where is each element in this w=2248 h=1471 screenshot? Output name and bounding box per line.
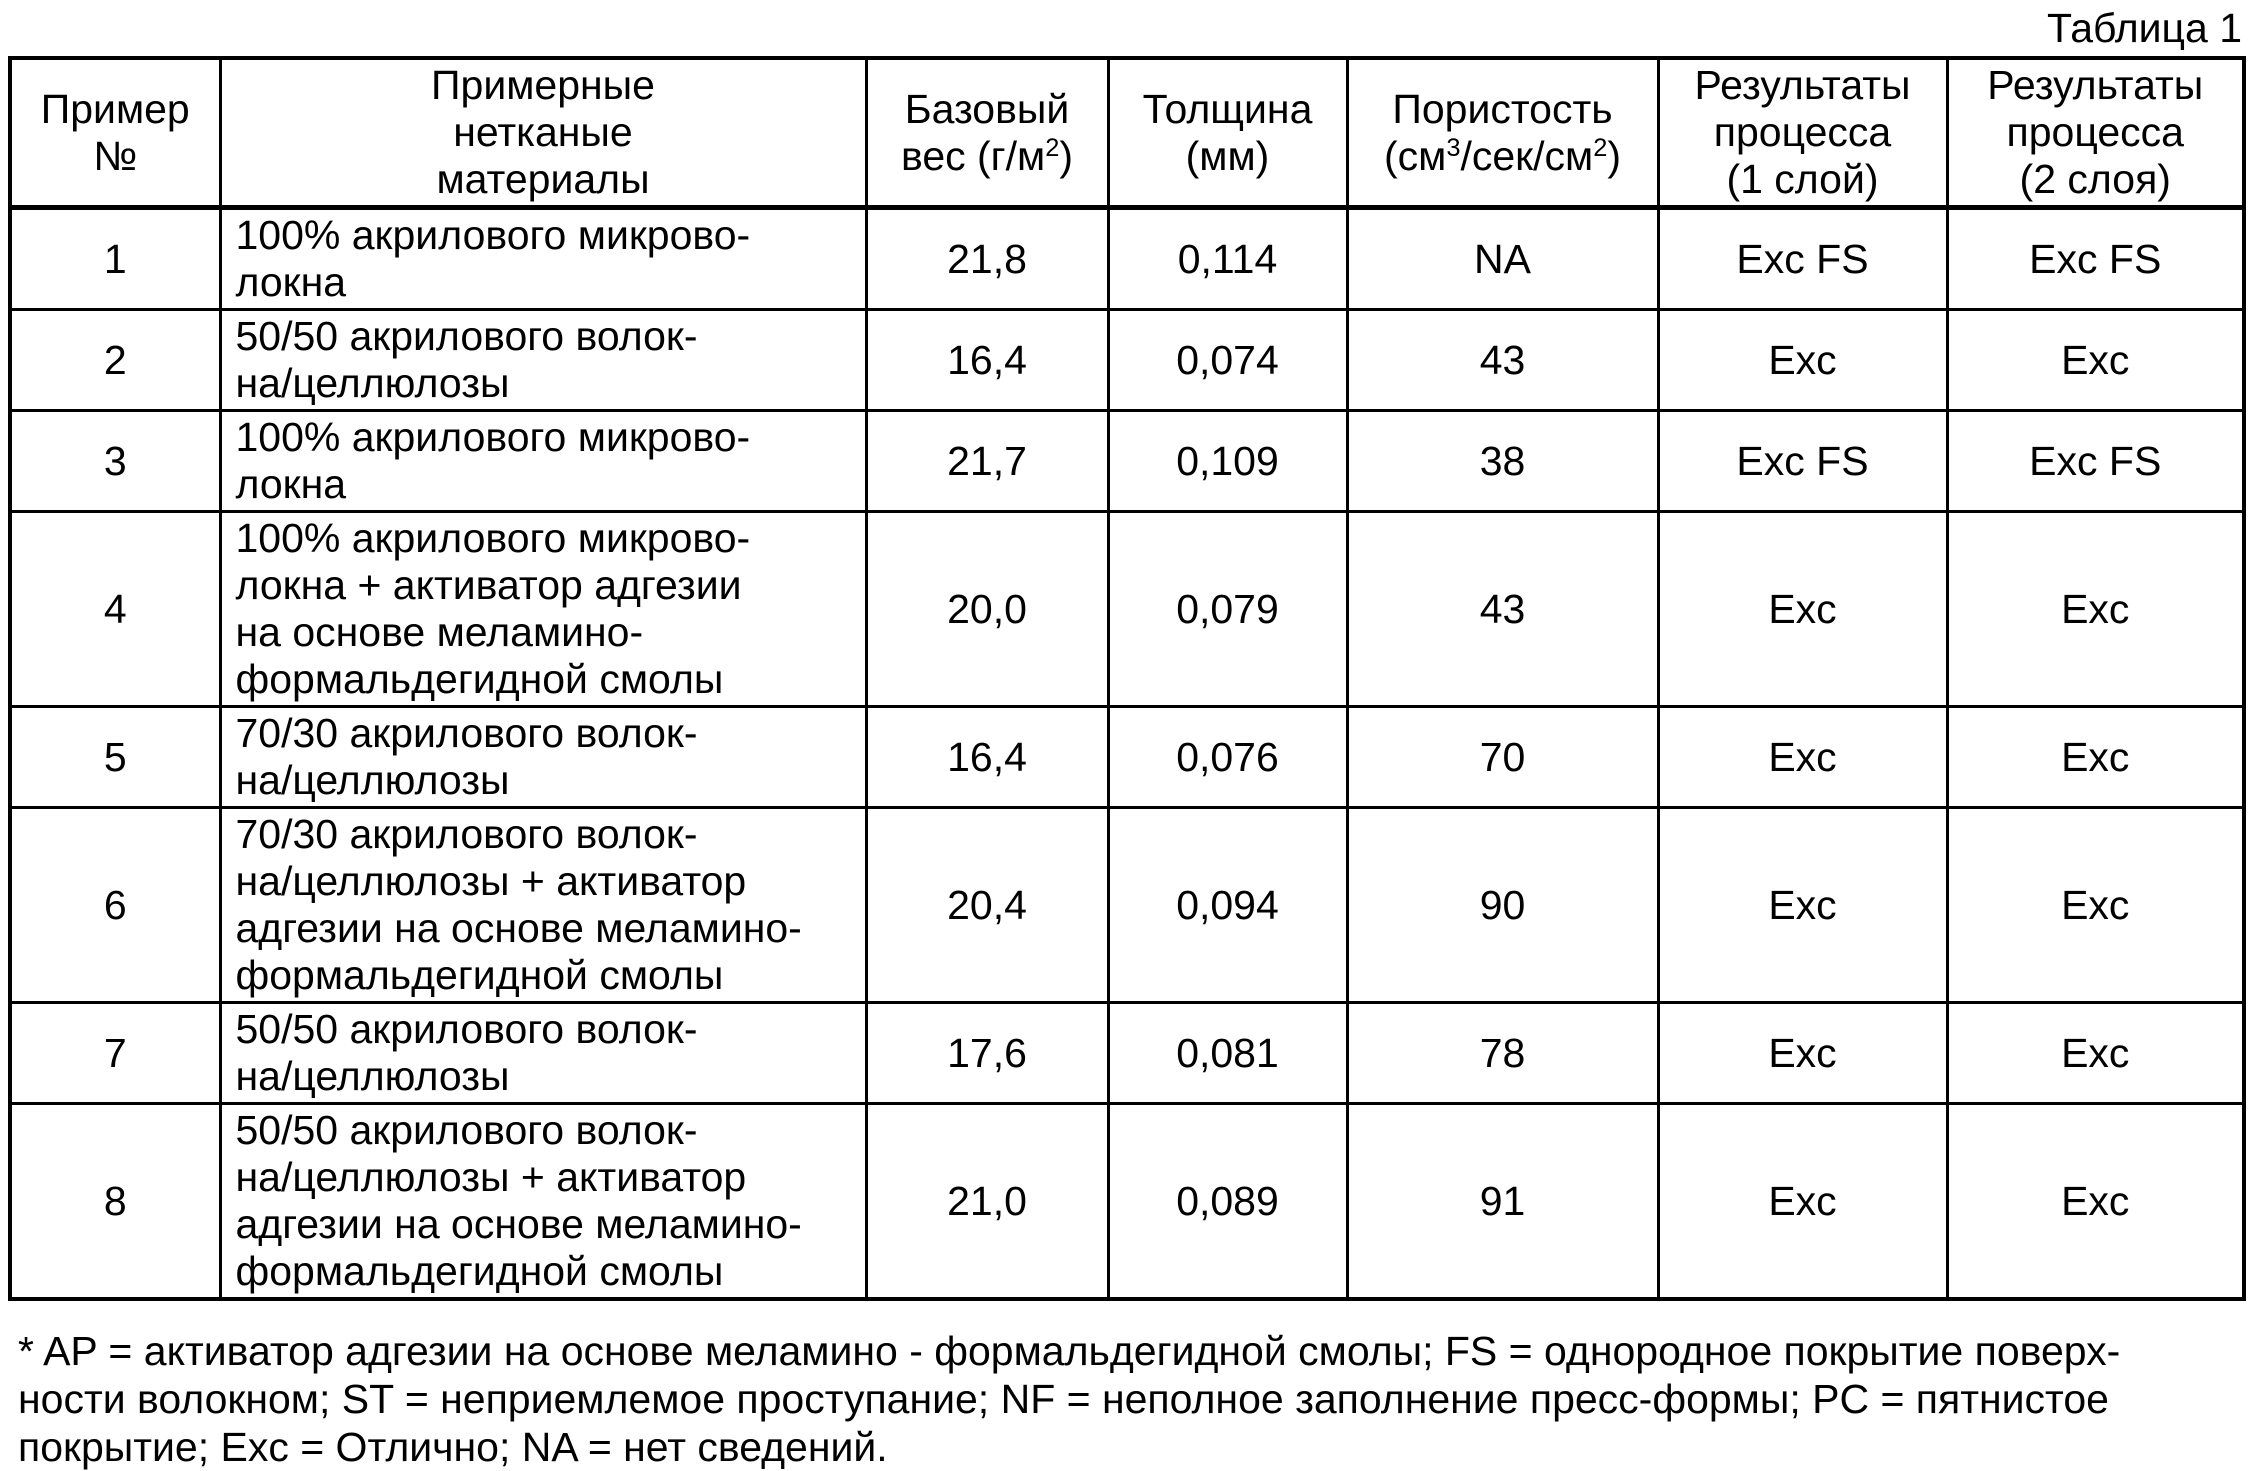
cell-result-2-layers: Exc xyxy=(1947,1003,2244,1104)
cell-result-1-layer: Exc xyxy=(1658,310,1947,411)
column-header-example-no: Пример № xyxy=(10,58,220,208)
cell-thickness: 0,081 xyxy=(1108,1003,1347,1104)
cell-basis-weight: 20,4 xyxy=(866,808,1108,1003)
cell-thickness: 0,109 xyxy=(1108,411,1347,512)
cell-porosity: 43 xyxy=(1347,512,1658,707)
column-header-material: Примерные нетканые материалы xyxy=(220,58,866,208)
cell-result-2-layers: Exc xyxy=(1947,1104,2244,1300)
cell-material: 100% акрилового микрово- локна xyxy=(220,411,866,512)
cell-result-2-layers: Exc FS xyxy=(1947,208,2244,310)
footnote-line: * AP = активатор адгезии на основе меламино - формальдегидной смолы; FS = однородное покрытие поверх- xyxy=(18,1328,2121,1374)
column-header-result-1: Результаты процесса (1 слой) xyxy=(1658,58,1947,208)
cell-result-1-layer: Exc xyxy=(1658,707,1947,808)
table-row xyxy=(10,808,2244,1003)
cell-porosity: 91 xyxy=(1347,1104,1658,1300)
cell-example-no: 8 xyxy=(10,1104,220,1300)
cell-basis-weight: 21,0 xyxy=(866,1104,1108,1300)
cell-result-2-layers: Exc xyxy=(1947,310,2244,411)
table-body xyxy=(10,208,2244,1300)
cell-material: 100% акрилового микрово- локна xyxy=(220,208,866,310)
table-header xyxy=(10,58,2244,208)
footnote xyxy=(18,1327,2242,1471)
cell-thickness: 0,114 xyxy=(1108,208,1347,310)
cell-basis-weight: 21,8 xyxy=(866,208,1108,310)
cell-example-no: 6 xyxy=(10,808,220,1003)
cell-porosity: 38 xyxy=(1347,411,1658,512)
cell-result-2-layers: Exc FS xyxy=(1947,411,2244,512)
table-row xyxy=(10,512,2244,707)
cell-basis-weight: 16,4 xyxy=(866,310,1108,411)
header-row xyxy=(10,58,2244,208)
cell-basis-weight: 17,6 xyxy=(866,1003,1108,1104)
cell-material: 70/30 акрилового волок- на/целлюлозы xyxy=(220,707,866,808)
cell-result-1-layer: Exc xyxy=(1658,1104,1947,1300)
column-header-porosity: Пористость (см3/сек/см2) xyxy=(1347,58,1658,208)
cell-result-1-layer: Exc xyxy=(1658,1003,1947,1104)
cell-result-1-layer: Exc xyxy=(1658,808,1947,1003)
cell-basis-weight: 16,4 xyxy=(866,707,1108,808)
cell-result-2-layers: Exc xyxy=(1947,808,2244,1003)
table-row xyxy=(10,1003,2244,1104)
cell-thickness: 0,079 xyxy=(1108,512,1347,707)
cell-result-2-layers: Exc xyxy=(1947,512,2244,707)
cell-porosity: 90 xyxy=(1347,808,1658,1003)
cell-example-no: 1 xyxy=(10,208,220,310)
cell-thickness: 0,074 xyxy=(1108,310,1347,411)
cell-result-1-layer: Exc FS xyxy=(1658,411,1947,512)
cell-example-no: 2 xyxy=(10,310,220,411)
cell-porosity: 78 xyxy=(1347,1003,1658,1104)
cell-thickness: 0,089 xyxy=(1108,1104,1347,1300)
footnote-line: ности волокном; ST = неприемлемое проступание; NF = неполное заполнение пресс-формы; PC = пятнистое xyxy=(18,1376,2109,1422)
table-row xyxy=(10,310,2244,411)
cell-example-no: 5 xyxy=(10,707,220,808)
table-caption: Таблица 1 xyxy=(2047,5,2242,51)
cell-material: 50/50 акрилового волок- на/целлюлозы xyxy=(220,1003,866,1104)
cell-porosity: NA xyxy=(1347,208,1658,310)
cell-thickness: 0,094 xyxy=(1108,808,1347,1003)
cell-material: 70/30 акрилового волок- на/целлюлозы + активатор адгезии на основе меламино- формальдегидной смолы xyxy=(220,808,866,1003)
cell-basis-weight: 21,7 xyxy=(866,411,1108,512)
table-row xyxy=(10,411,2244,512)
cell-example-no: 4 xyxy=(10,512,220,707)
cell-thickness: 0,076 xyxy=(1108,707,1347,808)
cell-result-1-layer: Exc xyxy=(1658,512,1947,707)
column-header-basis-weight: Базовый вес (г/м2) xyxy=(866,58,1108,208)
column-header-result-2: Результаты процесса (2 слоя) xyxy=(1947,58,2244,208)
cell-material: 50/50 акрилового волок- на/целлюлозы xyxy=(220,310,866,411)
cell-result-1-layer: Exc FS xyxy=(1658,208,1947,310)
cell-porosity: 70 xyxy=(1347,707,1658,808)
cell-example-no: 7 xyxy=(10,1003,220,1104)
cell-basis-weight: 20,0 xyxy=(866,512,1108,707)
table-row xyxy=(10,208,2244,310)
results-table xyxy=(8,56,2246,1301)
table-row xyxy=(10,1104,2244,1300)
cell-result-2-layers: Exc xyxy=(1947,707,2244,808)
cell-material: 100% акрилового микрово- локна + активатор адгезии на основе меламино- формальдегидной смолы xyxy=(220,512,866,707)
cell-material: 50/50 акрилового волок- на/целлюлозы + активатор адгезии на основе меламино- формальдегидной смолы xyxy=(220,1104,866,1300)
column-header-thickness: Толщина (мм) xyxy=(1108,58,1347,208)
footnote-line: покрытие; Exc = Отлично; NA = нет сведений. xyxy=(18,1424,888,1470)
document-page xyxy=(8,6,2242,1471)
cell-porosity: 43 xyxy=(1347,310,1658,411)
cell-example-no: 3 xyxy=(10,411,220,512)
table-row xyxy=(10,707,2244,808)
